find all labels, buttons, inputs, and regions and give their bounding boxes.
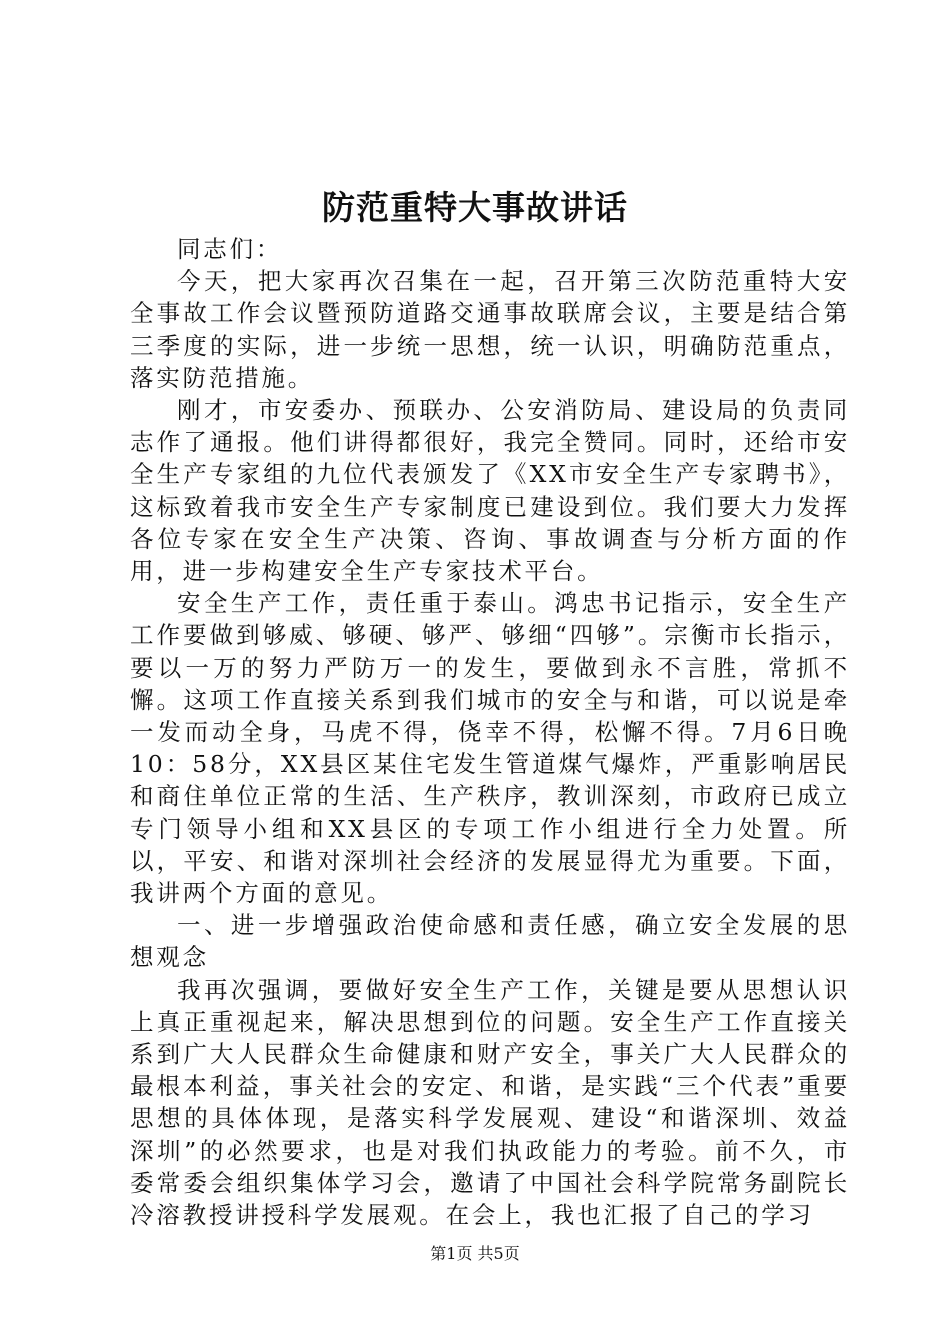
paragraph-3: 安全生产工作，责任重于泰山。鸿忠书记指示，安全生产工作要做到够威、够硬、够严、够细“四够”。宗衡市长指示，要以一万的努力严防万一的发生，要做到永不言胜，常抓不懈。这项工作直接关系到我们城市的安全与和谐，可以说是牵一发而动全身，马虎不得，侥幸不得，松懈不得。7月6日晚10：58分，XX县区某住宅发生管道煤气爆炸，严重影响居民和商住单位正常的生活、生产秩序，教训深刻，市政府已成立专门领导小组和XX县区的专项工作小组进行全力处置。所以，平安、和谐对深圳社会经济的发展显得尤为重要。下面，我讲两个方面的意见。	[130, 589, 850, 908]
paragraph-1: 今天，把大家再次召集在一起，召开第三次防范重特大安全事故工作会议暨预防道路交通事故联席会议，主要是结合第三季度的实际，进一步统一思想，统一认识，明确防范重点，落实防范措施。	[130, 267, 850, 392]
paragraph-4: 我再次强调，要做好安全生产工作，关键是要从思想认识上真正重视起来，解决思想到位的问题。安全生产工作直接关系到广大人民群众生命健康和财产安全，事关广大人民群众的最根本利益，事关社会的安定、和谐，是实践“三个代表”重要思想的具体体现，是落实科学发展观、建设“和谐深圳、效益深圳”的必然要求，也是对我们执政能力的考验。前不久，市委常委会组织集体学习会，邀请了中国社会科学院常务副院长冷溶教授讲授科学发展观。在会上，我也汇报了自己的学习	[130, 975, 850, 1230]
paragraph-2: 刚才，市安委办、预联办、公安消防局、建设局的负责同志作了通报。他们讲得都很好，我完全赞同。同时，还给市安全生产专家组的九位代表颁发了《XX市安全生产专家聘书》，这标致着我市安全生产专家制度已建设到位。我们要大力发挥各位专家在安全生产决策、咨询、事故调查与分析方面的作用，进一步构建安全生产专家技术平台。	[130, 396, 850, 586]
section-heading-1: 一、进一步增强政治使命感和责任感，确立安全发展的思想观念	[130, 911, 850, 972]
page-footer: 第1页 共5页	[430, 1244, 520, 1263]
paragraph-salutation: 同志们：	[177, 235, 283, 263]
document-title: 防范重特大事故讲话	[322, 188, 628, 227]
document-body	[130, 233, 850, 1231]
